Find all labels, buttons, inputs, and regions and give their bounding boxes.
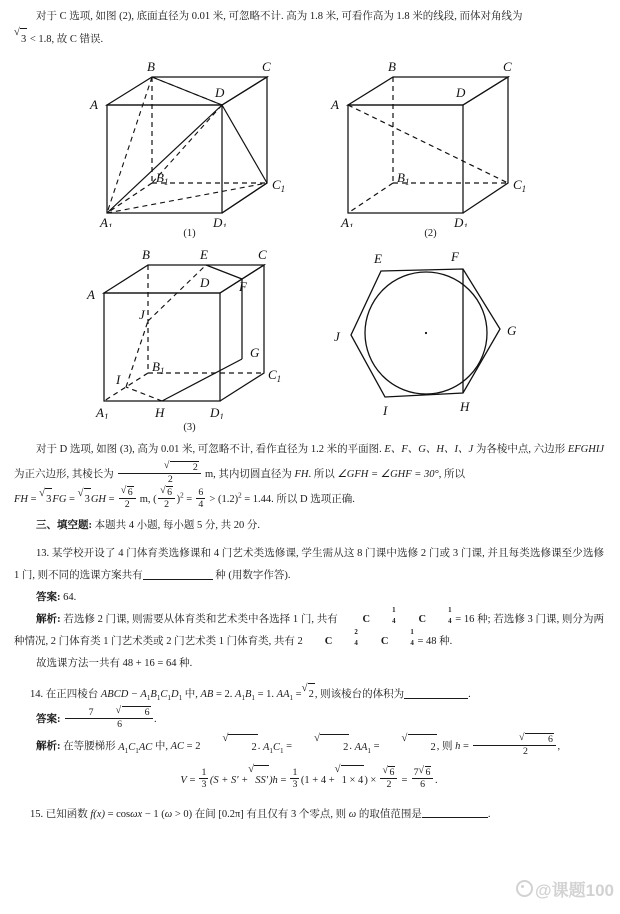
question-13-analysis xyxy=(0,606,620,653)
figure-4-hexagon-incircle xyxy=(323,241,538,419)
q14-h: h xyxy=(455,741,461,753)
question-13-conclusion xyxy=(0,653,620,675)
q15-omega-2: ω xyxy=(164,808,173,820)
option-d-equals: = 1.44. 所以 D 选项正确. xyxy=(244,494,355,506)
figure-2-caption: (2) xyxy=(424,228,437,239)
option-d-seg3: 为正六边形, 其棱长为 xyxy=(14,469,114,481)
q14-stem-b: , 则该棱台的体积为 xyxy=(314,689,405,701)
q15-stem-b: 在间 [0.2π] 有且仅有 3 个零点, 则 xyxy=(194,808,347,820)
fig3-label-A: A xyxy=(87,287,95,302)
option-c-paragraph-line2 xyxy=(0,28,620,51)
fig3-label-B: B xyxy=(142,247,150,262)
combination-c42: C 2 4 xyxy=(324,628,358,648)
question-14-stem: 14. 在正四棱台 ABCD − $A_1B_1C_1D_1$ 中, AB = 2. $A_1B_1 = 1$. $AA_1$ = √ 2, 则该棱台的体积为 . xyxy=(0,683,620,706)
q15-gt: > 0) xyxy=(174,808,193,820)
fig3-label-D: D xyxy=(200,275,210,290)
formula-eq1: = xyxy=(189,774,196,786)
option-d-seg5: . 所以 xyxy=(308,469,335,481)
fig3-label-F: F xyxy=(239,279,247,294)
q14-stem-mid: 中, xyxy=(184,689,198,701)
value-fraction: $\frac{6}{4}$ xyxy=(198,487,204,511)
fig3-label-H: H xyxy=(155,405,165,419)
figure-1-cell xyxy=(82,55,297,239)
q15-eq: = cos xyxy=(107,808,131,820)
figure-1-caption: (1) xyxy=(183,228,196,239)
option-d-hexagon: EFGHIJ xyxy=(567,444,605,455)
option-d-seg6: , 所以 xyxy=(438,469,465,481)
q13-analysis-a: 若选修 2 门课, 则需要从体育类和艺术类中各选择 1 门, 共有 xyxy=(63,614,338,626)
formula-period: . xyxy=(434,774,438,786)
fig2-label-B1: $B_1$ xyxy=(397,170,410,187)
fig3-label-G: G xyxy=(250,345,260,360)
option-d-fg: FG xyxy=(52,494,67,506)
question-14-analysis: 解析: 在等腰梯形 $A_1C_1AC$ 中, AC = 2 √ 2. $A_1C_1$ = √ 2. $AA_1$ = √ 2, 则 h = √ 6 2 , xyxy=(0,733,620,760)
option-c-line2-tail: < 1.8, 故 C 错误. xyxy=(29,34,104,45)
fig4-label-G: G xyxy=(507,323,517,338)
option-c-line1: 对于 C 选项, 如图 (2), 底面直径为 0.01 米, 可忽略不计. 高为 1.8 米, 可看作高为 1.8 米的线段, 而体对角线为 xyxy=(36,11,523,22)
fh-value-fraction: √ 6 2 xyxy=(119,486,136,510)
fig1-label-C: C xyxy=(262,59,271,74)
watermark xyxy=(516,876,614,901)
fig1-label-B: B xyxy=(147,59,155,74)
combination-c41-first: C 1 4 xyxy=(362,606,396,626)
fig1-label-C1: $C_1$ xyxy=(272,177,286,194)
center-point xyxy=(425,332,427,334)
option-d-gh: GH xyxy=(90,494,107,506)
q14-ab-value: = 2. xyxy=(215,689,233,701)
q15-answer-blank[interactable] xyxy=(422,807,488,818)
q14-a1c1: $A_1C_1$ xyxy=(262,741,284,755)
section-heading-bold: 三、填空题: xyxy=(36,520,92,532)
figure-3-cube-hexagon-section xyxy=(82,241,297,419)
option-d-seg4: m, 其内切圆直径为 xyxy=(204,469,292,481)
figure-3-cell xyxy=(82,241,297,433)
q15-function: f(x) xyxy=(90,808,105,820)
question-13-answer xyxy=(0,587,620,609)
figure-3-caption: (3) xyxy=(183,422,196,433)
option-d-seg2: 为各棱中点, 六边形 xyxy=(475,444,566,455)
q14-answer-blank[interactable] xyxy=(404,688,468,699)
fig4-label-F: F xyxy=(451,249,459,264)
q13-analysis-b: = 16 种; 若选修 3 门课, 则分为两种情况, 2 门体育类 1 门艺术类或 2 门艺术类 1 门体育类, 共有 2 xyxy=(14,614,605,648)
q13-analysis-c: = 48 种. xyxy=(417,636,453,648)
q14-a1c1-eq: = xyxy=(286,741,293,753)
volume-result-fraction: 7 √ 6 6 xyxy=(412,766,434,790)
option-d-paragraph-line2: FH = √ 3FG = √ 3GH = √ 6 2 m, ( √ 6 2 )$^2$ = $\frac{6}{4}$ > $(1.2)^2 = 1.44$. 所以 D 选项正确. xyxy=(14,484,355,511)
q14-trapezoid: $A_1C_1AC$ xyxy=(118,741,153,755)
option-d-seg1: 对于 D 选项, 如图 (3), 高为 0.01 米, 可忽略不计, 看作直径为 1.2 米的平面图. xyxy=(36,444,382,455)
q14-analysis-a: 在等腰梯形 xyxy=(63,741,116,753)
watermark-text: @课题100 xyxy=(535,881,614,900)
figure-row-bottom xyxy=(0,241,620,433)
q13-stem-a: 某学校开设了 4 门体育类选修课和 4 门艺术类选修课, 学生需从这 8 门课中选修 2 门或 3 门课, 并且每类选修课至少选修 1 门, 则不同的选课方案共有 xyxy=(14,548,604,582)
q14-then: , 则 xyxy=(436,741,453,753)
fig2-label-D1: $D_1$ xyxy=(454,215,468,227)
squared-fraction: √ 6 2 xyxy=(158,486,175,510)
fig1-label-B1: $B_1$ xyxy=(156,170,169,187)
q13-stem-b: 种 (用数字作答). xyxy=(215,570,291,582)
q15-stem-c: 的取值范围是 xyxy=(358,808,422,820)
fig3-label-B1: $B_1$ xyxy=(152,359,165,376)
one-third-fraction-a: $\frac{1}{3}$ xyxy=(201,767,207,791)
section-heading-rest: 本题共 4 小题, 每小题 5 分, 共 20 分. xyxy=(94,520,260,532)
q15-x: x xyxy=(137,808,143,820)
edge-length-fraction: √ 2 2 xyxy=(118,461,201,485)
q15-omega-3: ω xyxy=(348,808,357,820)
option-d-fh: FH xyxy=(294,469,309,481)
formula-body2b: ) × xyxy=(364,774,377,786)
q14-a1b1-value: = 1. xyxy=(257,689,275,701)
option-d-compare: > (1.2) xyxy=(209,494,239,506)
q14-analysis-mid: 中, xyxy=(154,741,168,753)
fig3-label-J: J xyxy=(139,307,145,322)
figure-2-cube-diagonal xyxy=(323,55,538,227)
fig4-label-E: E xyxy=(374,251,382,266)
q14-answer-fraction: 7 √ 6 6 xyxy=(65,706,153,730)
formula-body1: (S + S′ + xyxy=(209,774,249,786)
q13-analysis-label: 解析: xyxy=(36,614,61,626)
fig3-label-C1: $C_1$ xyxy=(268,367,282,384)
section-heading xyxy=(0,515,620,537)
fig2-label-C: C xyxy=(503,59,512,74)
fig3-label-C: C xyxy=(258,247,267,262)
q14-comma: , xyxy=(557,741,561,753)
fig4-label-I: I xyxy=(383,403,388,418)
fig2-label-C1: $C_1$ xyxy=(513,177,527,194)
watermark-badge-icon xyxy=(516,880,533,897)
question-14-answer: 答案: 7 √ 6 6 . xyxy=(36,704,157,731)
formula-eq2: = xyxy=(280,774,287,786)
volume-symbol: V xyxy=(180,774,187,786)
q14-analysis-label: 解析: xyxy=(36,741,61,753)
fig4-label-H: H xyxy=(460,399,470,414)
question-13-stem xyxy=(0,543,620,587)
q14-a1b1: $A_1B_1$ xyxy=(235,689,255,703)
fig3-label-A1: $A_1$ xyxy=(96,405,109,419)
q15-minus: − 1 ( xyxy=(144,808,165,820)
q13-answer-value: 64. xyxy=(63,592,77,604)
fig3-label-D1: $D_1$ xyxy=(210,405,224,419)
h-fraction-in-formula: √ 6 2 xyxy=(380,766,397,790)
combination-c41-second: C 1 4 xyxy=(418,606,452,626)
fig3-label-E: E xyxy=(200,247,208,262)
q15-stem-a: 已知函数 xyxy=(45,808,88,820)
radical-sign-icon: √ xyxy=(14,26,20,39)
figure-2-cell xyxy=(323,55,538,239)
q14-solid-name: ABCD − $A_1B_1C_1D_1$ xyxy=(100,689,183,703)
q15-omega-1: ω xyxy=(130,808,138,820)
formula-body1b: )h xyxy=(269,774,278,786)
question-15-stem xyxy=(0,804,620,826)
fig2-label-A: A xyxy=(331,97,339,112)
combination-c41-third: C 1 4 xyxy=(380,628,414,648)
question-14-volume-formula: V = $\frac{1}{3}$ (S + S′ + √ SS′)h = $\frac{1}{3}$ (1 + 4 + √ 1 × 4) × √ 6 2 = 7 √ 6 6 . xyxy=(0,765,620,796)
option-d-unit: m, xyxy=(139,494,151,506)
option-c-paragraph xyxy=(0,6,620,28)
q15-number: 15. xyxy=(30,808,44,820)
formula-eq3: = xyxy=(401,774,408,786)
fig1-label-D: D xyxy=(215,85,225,100)
option-d-fh-label: FH xyxy=(14,494,28,506)
fig2-label-B: B xyxy=(388,59,396,74)
q14-aa1b: $AA_1$ xyxy=(354,741,371,755)
fig2-label-A1: $A_1$ xyxy=(341,215,354,227)
q14-aa1-eq: = xyxy=(295,689,302,701)
figure-4-cell xyxy=(323,241,538,424)
q14-answer-label: 答案: xyxy=(36,714,61,726)
q14-stem-end: . xyxy=(468,689,471,701)
one-third-fraction-b: $\frac{1}{3}$ xyxy=(292,767,298,791)
option-d-angle-equality: ∠GFH = ∠GHF = 30° xyxy=(337,469,439,481)
q14-stem-a: 在正四棱台 xyxy=(45,689,99,701)
q14-ac: AC xyxy=(170,741,185,753)
q14-aa1: $AA_1$ xyxy=(276,689,294,703)
q14-ab: AB xyxy=(200,689,214,701)
q15-stem-end: . xyxy=(487,808,491,820)
q14-h-fraction: √ 6 2 xyxy=(473,733,556,757)
sqrt-3-expression: √ 3 xyxy=(14,28,27,51)
formula-body2: (1 + 4 + xyxy=(300,774,335,786)
option-d-points: E、F、G、H、I、J xyxy=(384,444,474,455)
option-d-paragraph xyxy=(0,439,620,486)
fig4-label-J: J xyxy=(334,329,340,344)
q13-answer-label: 答案: xyxy=(36,592,61,604)
figure-1-cube-tetrahedron xyxy=(82,55,297,227)
q14-aa1b-eq: = xyxy=(373,741,380,753)
q13-answer-blank[interactable] xyxy=(143,569,213,580)
fig1-label-A1: $A_1$ xyxy=(100,215,113,227)
fig1-label-A: A xyxy=(90,97,98,112)
fig3-label-I: I xyxy=(116,372,121,387)
fig2-label-D: D xyxy=(456,85,466,100)
q14-number: 14. xyxy=(30,689,44,701)
q14-h-eq: = xyxy=(463,741,469,753)
q14-ac-eq: = 2 xyxy=(186,741,201,753)
figure-row-top xyxy=(0,55,620,239)
q13-conclusion-text: 故选课方法一共有 48 + 16 = 64 种. xyxy=(36,658,193,670)
q13-number: 13. xyxy=(36,548,50,560)
fig1-label-D1: $D_1$ xyxy=(213,215,227,227)
